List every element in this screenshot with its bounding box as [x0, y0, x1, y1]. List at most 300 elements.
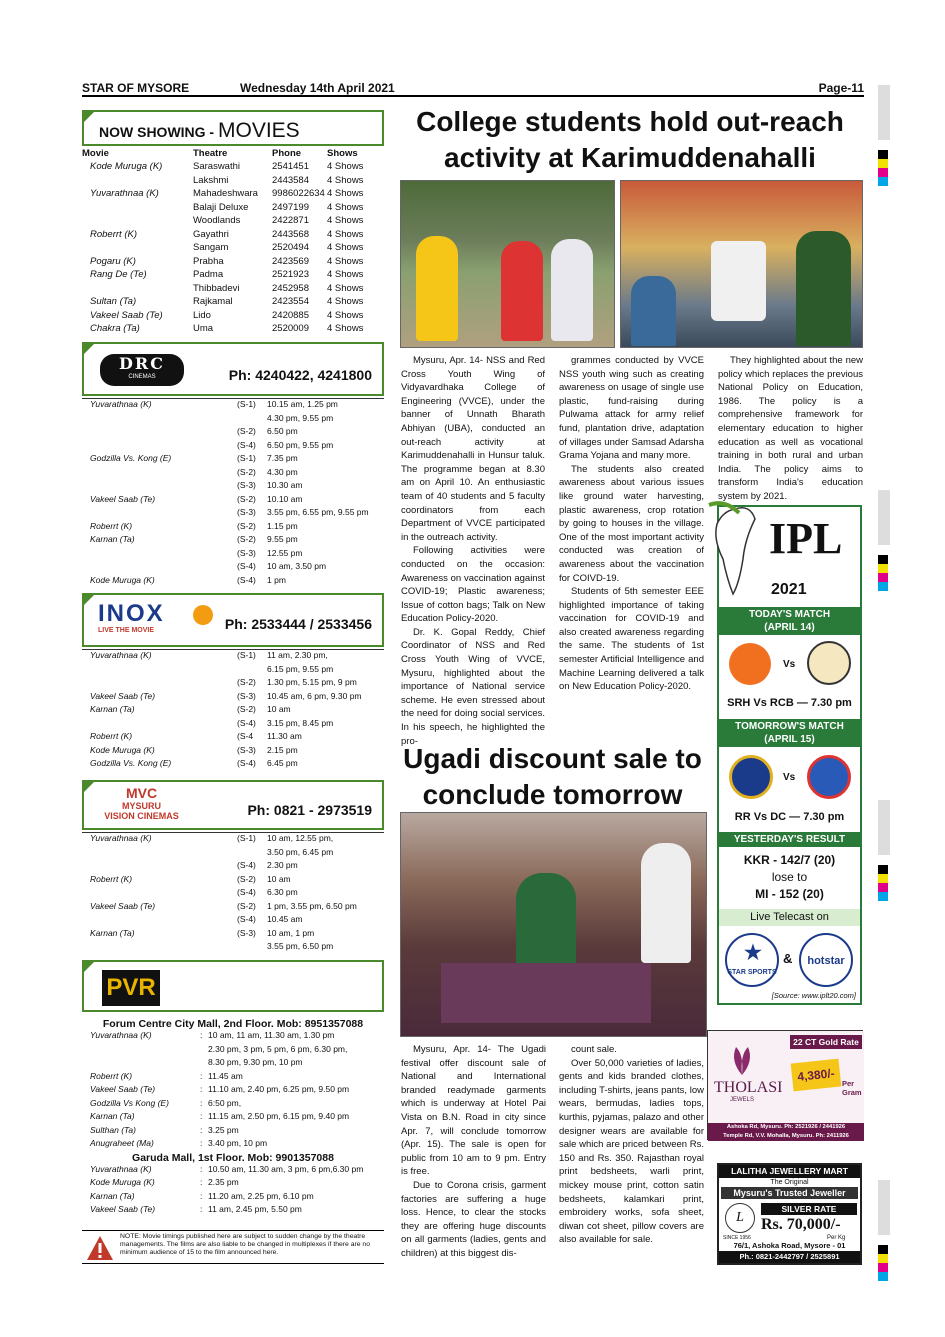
table-cell: Thibbadevi [193, 282, 240, 294]
tholasi-address1: Ashoka Rd, Mysuru. Ph: 2521926 / 2441926 [726, 1124, 846, 1130]
mvc-logo [89, 786, 194, 828]
lalitha-orig: The Original [770, 1179, 809, 1186]
table-row [82, 413, 384, 427]
table-row [82, 1071, 384, 1085]
table-row [82, 1030, 384, 1044]
pvr-forum-schedule [82, 1030, 384, 1152]
col-shows: Shows [327, 148, 358, 159]
tomorrows-match-label: TOMORROW'S MATCH [735, 721, 844, 732]
table-cell: 11.20 am, 2.25 pm, 6.10 pm [208, 1190, 314, 1201]
table-cell: Gayathri [193, 228, 229, 240]
mvc-schedule [82, 833, 384, 955]
table-cell: 11.10 am, 2.40 pm, 6.25 pm, 9.50 pm [208, 1084, 350, 1094]
table-cell [82, 677, 237, 691]
note-text: NOTE: Movie timings published here are subject to sudden change by the theatre managements. The films are also liable to be changed in multiplexes if there are no minimum audience of 15 to the film announced here. [120, 1233, 370, 1256]
col-phone: Phone [272, 148, 302, 159]
table-cell [82, 1057, 200, 1071]
table-cell: Uma [193, 323, 214, 335]
table-cell: 4.30 pm, 9.55 pm [267, 412, 334, 423]
table-row [82, 187, 384, 201]
table-cell [82, 847, 237, 861]
table-row [82, 322, 384, 336]
story1-headline [395, 104, 865, 176]
table-cell: Godzilla Vs. Kong (E) [90, 453, 172, 463]
table-row [82, 521, 384, 535]
table-cell: 2443584 [272, 174, 309, 186]
pvr-header [82, 960, 384, 1012]
table-cell: : [200, 1204, 203, 1214]
table-cell: Anugraheet (Ma) [90, 1138, 154, 1148]
table-cell: 2420885 [272, 309, 309, 321]
tholasi-name: THOLASI [714, 1079, 783, 1096]
drc-phone: Ph: 4240422, 4241800 [228, 367, 372, 383]
inox-schedule [82, 650, 384, 772]
table-cell: 11.45 am [208, 1070, 243, 1081]
table-cell: 10 am, 1 pm [267, 927, 315, 938]
table-row [82, 1204, 384, 1218]
table-cell: 1 pm, 3.55 pm, 6.50 pm [267, 900, 357, 911]
table-cell: 11 am, 2.30 pm, [267, 650, 328, 660]
table-cell: Rajkamal [193, 296, 233, 308]
table-cell: 4 Shows [327, 296, 364, 308]
inox-logo-sub: LIVE THE MOVIE [98, 627, 155, 634]
table-cell: 8.30 pm, 9.30 pm, 10 pm [208, 1057, 303, 1067]
gold-per-gram: Per Gram [842, 1079, 862, 1097]
table-cell [82, 548, 237, 562]
table-cell: Kode Muruga (K) [90, 1177, 155, 1187]
table-cell [82, 440, 237, 454]
table-row [82, 309, 384, 323]
table-cell: 10.10 am [267, 493, 303, 504]
table-cell: Saraswathi [193, 161, 240, 173]
table-row [82, 928, 384, 942]
table-cell [82, 507, 237, 521]
story1-headline-line2: activity at Karimuddenahalli [444, 142, 816, 173]
table-cell: 4 Shows [327, 161, 364, 173]
table-cell: 2422871 [272, 215, 309, 227]
table-cell: 11 am, 2.45 pm, 5.50 pm [208, 1204, 302, 1214]
table-cell: (S-1) [237, 453, 256, 463]
gold-price: 4,380/- [791, 1059, 842, 1092]
cmyk-strip [878, 150, 888, 186]
table-cell: 2520494 [272, 242, 309, 254]
table-cell [200, 1044, 208, 1058]
table-cell: 10.45 am [267, 914, 303, 924]
table-cell: Roberrt (K) [90, 228, 137, 240]
mvc-header [82, 780, 384, 830]
story1-col3 [718, 354, 863, 504]
pvr-garuda-heading: Garuda Mall, 1st Floor. Mob: 9901357088 [132, 1151, 334, 1164]
table-cell: 10 am [267, 873, 291, 884]
table-cell: 9986022634 [272, 188, 325, 200]
table-cell: (S-4) [237, 574, 256, 585]
table-cell: 6.50 pm [267, 426, 298, 436]
paragraph: grammes conducted by VVCE NSS youth wing such as creating awareness on usage of single use plastic, fund-raising during Pulwama attack for army relief fund, plantation drive, adaptation of villages under Samsad Adarsha Grama Yojana and many more. [559, 355, 704, 462]
table-row [82, 874, 384, 888]
table-cell: Karnan (Ta) [90, 1111, 135, 1121]
table-cell: Pogaru (K) [90, 255, 136, 267]
page-number: Page-11 [818, 81, 864, 95]
table-row [82, 677, 384, 691]
pvr-logo: PVR [102, 970, 160, 1006]
lalitha-address: 76/1, Ashoka Road, Mysore - 01 [733, 1241, 846, 1250]
hotstar-logo: hotstar [799, 933, 853, 987]
table-cell: 3.55 pm, 6.50 pm [267, 941, 334, 951]
table-cell: 12.55 pm [267, 547, 303, 558]
table-cell [82, 174, 193, 188]
table-cell: : [200, 1030, 203, 1040]
table-cell: : [200, 1124, 203, 1135]
photo-sale [400, 812, 707, 1037]
table-cell: (S-4) [237, 717, 256, 728]
table-row [82, 664, 384, 678]
table-cell: (S-1) [237, 650, 256, 660]
story2-headline-line1: Ugadi discount sale to [403, 743, 702, 774]
table-cell: 4 Shows [327, 309, 364, 321]
paragraph: They highlighted about the new policy which replaces the previous National Policy on Education, 1986. The policy is a comprehensive framework for elementary education to higher education as well as vocational training in both rural and urban India. The policy aims to transform India's education system by 2021. [718, 355, 863, 502]
table-row [82, 718, 384, 732]
inox-sun-icon [193, 605, 213, 625]
table-cell [82, 664, 237, 678]
silver-price: Rs. 70,000/- [761, 1216, 841, 1233]
result-line3: MI - 152 (20) [755, 887, 824, 901]
lalitha-since: SINCE 1956 [723, 1235, 751, 1241]
table-row [82, 174, 384, 188]
yesterday-result-label: YESTERDAY'S RESULT [719, 832, 860, 847]
table-cell: (S-3) [237, 690, 256, 701]
peacock-icon [722, 1041, 762, 1077]
cmyk-strip [878, 865, 888, 901]
table-cell: 4 Shows [327, 242, 364, 254]
todays-match-label: TODAY'S MATCH [748, 609, 831, 620]
table-cell [237, 664, 267, 678]
result-line1: KKR - 142/7 (20) [743, 853, 836, 867]
gold-rate-label: 22 CT Gold Rate [790, 1035, 862, 1049]
live-telecast-label: Live Telecast on [719, 909, 860, 926]
table-cell: (S-4) [237, 439, 256, 450]
table-cell: Karnan (Ta) [90, 534, 135, 544]
movies-label: MOVIES [218, 119, 300, 142]
table-cell: 2.30 pm [267, 860, 298, 870]
table-cell: : [200, 1177, 203, 1187]
table-row [82, 295, 384, 309]
table-row [82, 745, 384, 759]
table-row [82, 1044, 384, 1058]
table-row [82, 833, 384, 847]
table-cell: (S-4) [237, 860, 256, 870]
table-cell: Karnan (Ta) [90, 1190, 135, 1201]
mvc-logo-line2: VISION CINEMAS [104, 811, 179, 821]
table-row [82, 941, 384, 955]
story2-headline [395, 741, 710, 813]
table-row [82, 1138, 384, 1152]
tomorrow-match-detail: RR Vs DC — 7.30 pm [734, 811, 845, 823]
table-row [82, 282, 384, 296]
table-cell: Godzilla Vs Kong (E) [90, 1097, 169, 1108]
table-cell: (S-2) [237, 900, 256, 911]
table-cell: 6.30 pm [267, 887, 298, 897]
table-cell [82, 914, 237, 928]
tholasi-ad [707, 1030, 863, 1140]
table-cell: 4 Shows [327, 255, 364, 267]
table-cell: 4 Shows [327, 215, 364, 227]
now-showing-panel [82, 110, 384, 336]
table-row [82, 650, 384, 664]
cmyk-strip [878, 1245, 888, 1281]
paragraph: Due to Corona crisis, garment factories are suffering a huge loss. Hence, to clear the stocks they are offering huge discounts on all garments (ladies, gents and children) at this biggest dis- [401, 1179, 546, 1259]
table-cell: (S-2) [237, 873, 256, 884]
table-cell: Vakeel Saab (Te) [90, 1084, 156, 1094]
table-cell [82, 480, 237, 494]
table-cell: 2443568 [272, 228, 309, 240]
table-cell: 10.45 am, 6 pm, 9.30 pm [267, 690, 362, 701]
table-cell: 3.15 pm, 8.45 pm [267, 717, 334, 728]
pvr-garuda-schedule [82, 1164, 384, 1218]
table-cell: : [200, 1084, 203, 1094]
table-row [82, 575, 384, 589]
story2-headline-line2: conclude tomorrow [422, 779, 683, 810]
table-row [82, 1084, 384, 1098]
table-cell: Lakshmi [193, 174, 229, 186]
table-cell: 10 am, 3.50 pm [267, 561, 327, 571]
table-cell: 1.15 pm [267, 520, 298, 531]
paragraph: Mysuru, Apr. 14- NSS and Red Cross Youth Wing of Vidyavardhaka College of Engineering (VVCE), under the banner of Unnath Bharath Abhiyan (UBA), conducted an out-reach activity at Karimuddenahalli in Hunsur taluk. The programme began at 8.30 am on April 10. An enthusiastic team of 40 students and 5 faculty coordinators from each Department of VVCE participated in the outreach activity. [401, 355, 545, 543]
inox-panel [82, 593, 384, 772]
table-cell: 4 Shows [327, 188, 364, 200]
date: Wednesday 14th April 2021 [240, 81, 395, 95]
table-cell [82, 426, 237, 440]
table-cell: Vakeel Saab (Te) [90, 1204, 156, 1214]
lalitha-phone: Ph.: 0821-2442797 / 2525891 [719, 1251, 860, 1263]
table-row [82, 1164, 384, 1178]
star-sports-text: STAR SPORTS [727, 969, 777, 976]
table-cell [82, 214, 193, 228]
ipl-source: [Source: www.iplt20.com] [771, 991, 856, 1000]
today-match-detail: SRH Vs RCB — 7.30 pm [727, 697, 852, 709]
table-cell: (S-2) [237, 520, 256, 531]
table-cell: 2423569 [272, 255, 309, 267]
table-cell: : [200, 1111, 203, 1121]
mvc-phone: Ph: 0821 - 2973519 [247, 802, 372, 818]
table-cell: Godzilla Vs. Kong (E) [90, 758, 172, 768]
table-cell: 2.30 pm, 3 pm, 5 pm, 6 pm, 6.30 pm, [208, 1043, 348, 1054]
table-row [82, 507, 384, 521]
paragraph: Over 50,000 varieties of ladies, gents and kids branded clothes, including T-shirts, jeans pants, low wears, bermudas, ladies tops, kurthis, pyjamas, palazo and other designer wears are available for sale which are priced between Rs. 150 and Rs. 350. Rajasthan royal print bedsheets, warli print, mickey mouse print, cotton satin bedsheets, kalamkari print, embroidery works, sofa sheet, diwan cot sheet, pillow covers are also available for sale. [559, 1057, 704, 1246]
pvr-forum-heading: Forum Centre City Mall, 2nd Floor. Mob: 8951357088 [102, 1018, 364, 1030]
table-cell: 3.40 pm, 10 pm [208, 1138, 268, 1148]
table-row [82, 860, 384, 874]
table-row [82, 914, 384, 928]
table-cell [82, 941, 237, 955]
table-row [82, 241, 384, 255]
table-cell: 11.15 am, 2.50 pm, 6.15 pm, 9.40 pm [208, 1111, 350, 1121]
table-cell: (S-1) [237, 399, 256, 409]
table-row [82, 494, 384, 508]
tholasi-sub: JEWELS [730, 1097, 755, 1103]
table-cell: Yuvarathnaa (K) [90, 650, 152, 660]
table-cell: : [200, 1163, 203, 1174]
table-cell: Roberrt (K) [90, 1070, 133, 1081]
table-cell: : [200, 1138, 203, 1148]
table-cell: 6.50 pm, 9.55 pm [267, 439, 334, 450]
table-cell [82, 718, 237, 732]
table-cell: (S-2) [237, 534, 256, 544]
table-cell: 10.30 am [267, 480, 303, 490]
table-cell: Sultan (Ta) [90, 296, 137, 308]
table-cell: (S-2) [237, 493, 256, 504]
table-cell: (S-4) [237, 914, 256, 924]
table-row [82, 561, 384, 575]
table-row [82, 731, 384, 745]
table-cell: 2423554 [272, 296, 309, 308]
table-cell: Yuvarathnaa (K) [90, 188, 159, 200]
table-cell [82, 1044, 200, 1058]
table-cell: 3.55 pm, 6.55 pm, 9.55 pm [267, 507, 369, 517]
lalitha-trust: Mysuru's Trusted Jeweller [721, 1187, 858, 1199]
mysuru-vision-panel [82, 780, 384, 955]
table-cell [82, 201, 193, 215]
cmyk-strip [878, 555, 888, 591]
table-cell: 4 Shows [327, 201, 364, 213]
table-cell: Kode Muruga (K) [90, 574, 155, 585]
table-cell: Balaji Deluxe [193, 201, 249, 213]
table-cell: (S-3) [237, 744, 256, 755]
lalitha-name: LALITHA JEWELLERY MART [719, 1165, 860, 1178]
table-cell [82, 860, 237, 874]
silver-rate-label: SILVER RATE [761, 1203, 857, 1215]
table-cell: (S-2) [237, 677, 256, 687]
table-row [82, 228, 384, 242]
table-cell: 10 am [267, 704, 291, 714]
table-cell: Yuvarathnaa (K) [90, 399, 152, 409]
drc-logo [100, 354, 184, 386]
table-cell [82, 241, 193, 255]
table-row [82, 1111, 384, 1125]
table-cell: Mahadeshwara [193, 188, 258, 200]
table-cell: Sulthan (Ta) [90, 1124, 136, 1135]
table-cell: (S-3) [237, 507, 256, 517]
table-row [82, 160, 384, 174]
pvr-panel [82, 960, 384, 1218]
vs-label: Vs [783, 772, 796, 783]
table-cell: Rang De (Te) [90, 269, 147, 281]
table-cell: 3.25 pm [208, 1124, 239, 1135]
ipl-title: IPL [769, 514, 843, 563]
now-showing-label: NOW SHOWING - [99, 124, 218, 140]
drc-header [82, 342, 384, 396]
warning-icon [86, 1235, 114, 1261]
table-cell: 6:50 pm, [208, 1097, 242, 1108]
drc-logo-sub: CINEMAS [128, 374, 156, 380]
drc-schedule [82, 399, 384, 588]
table-cell: Padma [193, 269, 224, 281]
paragraph: Mysuru, Apr. 14- The Ugadi festival offer discount sale of National and International branded readymade garments which is underway at Hotel Pai Vista on B.N. Road in city since Apr. 7, will conclude tomorrow (Apr. 15). The sale is open for public from 10 am to 9 pm. Entry is free. [401, 1044, 546, 1178]
table-cell: 9.55 pm [267, 534, 298, 544]
story1-col2 [559, 354, 704, 694]
photo-shop [620, 180, 863, 348]
table-row [82, 534, 384, 548]
table-row [82, 214, 384, 228]
photo-students [400, 180, 615, 348]
table-cell: (S-2) [237, 704, 256, 714]
table-row [82, 1191, 384, 1205]
star-sports-logo: STAR SPORTS ★ [725, 933, 779, 987]
registration-bar [878, 1180, 890, 1235]
mvc-logo-line1: MYSURU [121, 801, 161, 811]
col-movie: Movie [82, 148, 109, 159]
table-cell: (S-4) [237, 561, 256, 571]
drc-logo-text: DRC [119, 354, 165, 373]
table-row [82, 255, 384, 269]
table-cell: Karnan (Ta) [90, 704, 135, 714]
table-cell: Karnan (Ta) [90, 927, 135, 938]
note-box [82, 1230, 384, 1264]
mvc-logo-text: MVC [125, 785, 158, 801]
table-row [82, 847, 384, 861]
inox-logo [98, 601, 213, 641]
table-cell: : [200, 1097, 203, 1108]
table-cell: 10.50 am, 11.30 am, 3 pm, 6 pm,6.30 pm [208, 1163, 364, 1174]
table-cell: 4.30 pm [267, 466, 298, 477]
table-row [82, 201, 384, 215]
tholasi-address2: Temple Rd, V.V. Mohalla, Mysuru. Ph: 2411926 [723, 1133, 849, 1139]
table-cell: Kode Muruga (K) [90, 161, 163, 173]
table-row [82, 480, 384, 494]
inox-header [82, 593, 384, 647]
table-cell: 2.15 pm [267, 744, 298, 755]
ipl-year: 2021 [771, 581, 807, 598]
lalitha-ad [717, 1163, 862, 1265]
table-row [82, 1098, 384, 1112]
table-cell: Roberrt (K) [90, 520, 133, 531]
table-cell: Roberrt (K) [90, 731, 133, 741]
table-cell: (S-2) [237, 466, 256, 477]
table-cell: Vakeel Saab (Te) [90, 309, 163, 321]
table-row [82, 467, 384, 481]
rcb-logo [807, 641, 851, 685]
table-row [82, 1057, 384, 1071]
table-cell: 6.15 pm, 9.55 pm [267, 663, 334, 674]
story2-col2 [559, 1043, 704, 1247]
table-cell: 3.50 pm, 6.45 pm [267, 846, 334, 857]
table-cell: 4 Shows [327, 269, 364, 281]
table-cell: 4 Shows [327, 282, 364, 294]
table-cell: (S-1) [237, 833, 256, 843]
rr-logo [729, 755, 773, 799]
table-row [82, 453, 384, 467]
now-showing-header [82, 110, 384, 146]
col-theatre: Theatre [193, 148, 228, 159]
paragraph: Dr. K. Gopal Reddy, Chief Coordinator of NSS and Red Cross Youth Wing of VVCE, Mysuru, highlighted about the importance of National service scheme. He even stressed about the need for doing social services. In his speech, he highlighted the pro- [401, 626, 545, 747]
table-cell: (S-4 [237, 731, 254, 741]
ampersand: & [783, 951, 793, 966]
table-cell [237, 847, 267, 861]
story2-col1 [401, 1043, 546, 1261]
table-cell [82, 467, 237, 481]
table-cell: 11.30 am [267, 731, 302, 741]
table-cell: 7.35 pm [267, 453, 298, 463]
table-cell: (S-3) [237, 927, 256, 938]
table-cell: Yuvarathnaa (K) [90, 1163, 152, 1174]
table-cell: (S-4) [237, 758, 256, 768]
table-cell: Chakra (Ta) [90, 323, 140, 335]
table-row [82, 426, 384, 440]
drc-panel [82, 342, 384, 588]
ipl-box [717, 505, 862, 1005]
table-cell: (S-3) [237, 547, 256, 558]
table-cell: 10 am, 11 am, 11.30 am, 1.30 pm [208, 1030, 335, 1040]
srh-logo [729, 643, 771, 685]
